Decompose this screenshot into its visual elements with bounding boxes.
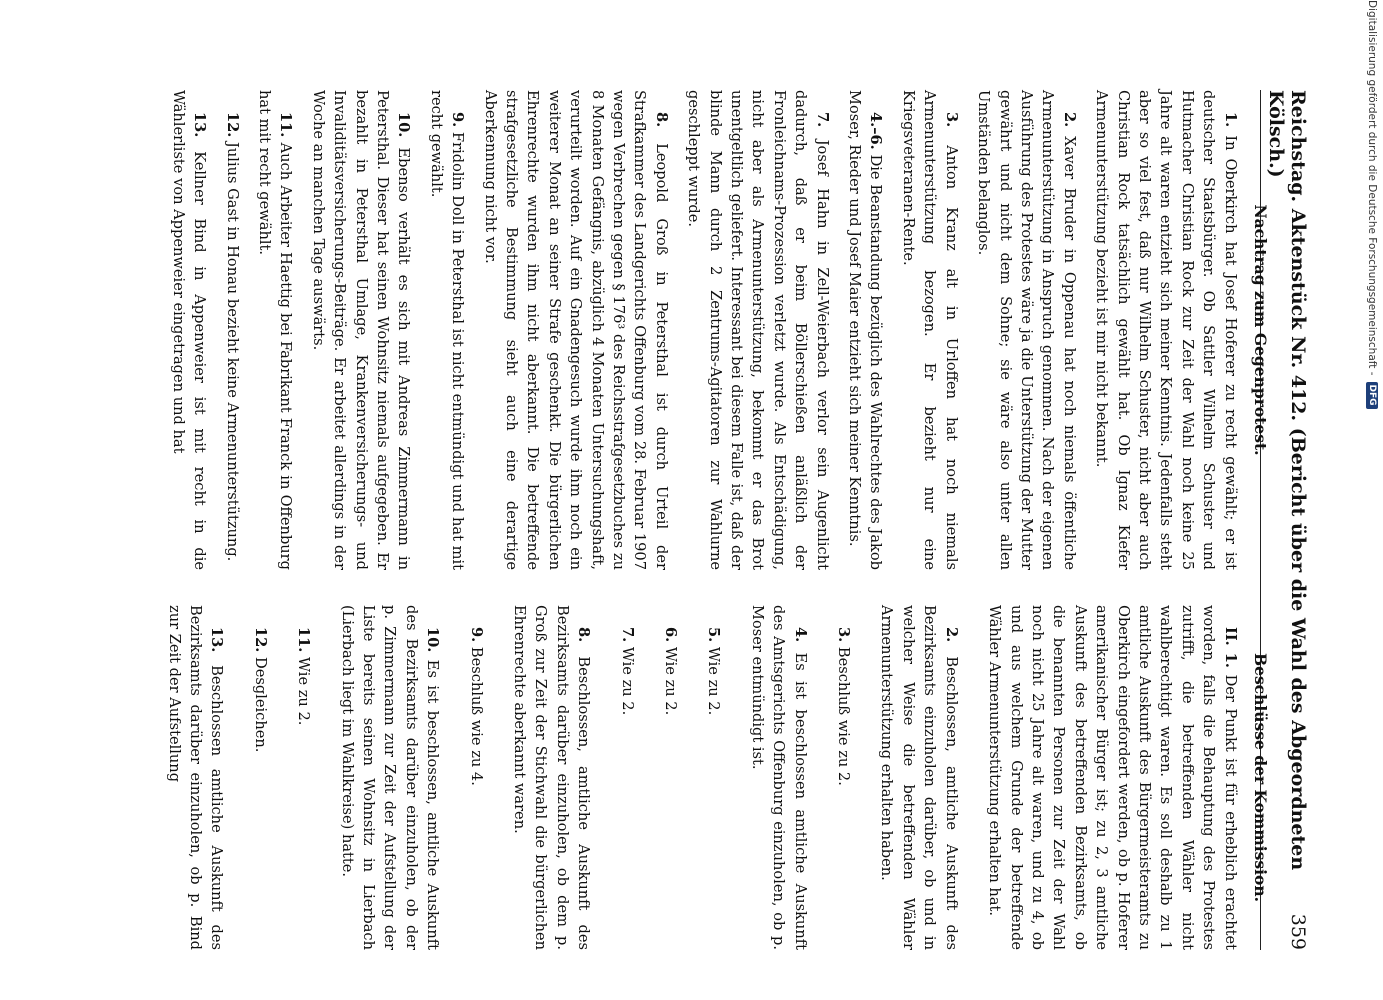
right-item-text: Desgleichen. <box>251 657 269 753</box>
right-item <box>163 605 227 950</box>
left-item <box>167 90 210 570</box>
left-item-number: 8. <box>652 112 670 128</box>
right-item-number: 12. <box>251 627 269 653</box>
right-item-text: Beschluß wie zu 4. <box>467 646 485 786</box>
left-item-number: 12. <box>223 112 241 138</box>
right-item-number: 9. <box>467 627 485 643</box>
left-item <box>254 90 297 570</box>
left-item-number: 9. <box>449 112 467 128</box>
right-item-number: 13. <box>208 627 226 653</box>
left-item <box>425 90 468 570</box>
right-item <box>465 605 486 950</box>
left-item <box>844 90 887 570</box>
left-item-number: 1. <box>1221 112 1239 128</box>
page-number: 359 <box>1287 913 1309 950</box>
left-item-number: 13. <box>191 112 209 138</box>
left-item-number: 10. <box>395 112 413 138</box>
left-item-text: Fridolin Doll in Petersthal ist nicht entmündigt und hat mit recht gewählt. <box>427 90 467 571</box>
right-item-text: Wie zu 2. <box>295 657 313 726</box>
right-item <box>249 605 270 950</box>
right-item-list <box>163 605 1240 950</box>
left-item-number: 3. <box>942 112 960 128</box>
dfg-logo-icon: DFG <box>1366 382 1378 409</box>
left-item-text: Xaver Bruder in Oppenau hat noch niemals öffentliche Armenunterstützung in Anspruch genommen. Nach der eigenen Ausführung des Protestes wäre ja die Unterstützung der Mutter gewährt und nicht dem Sohne; sie wäre also unter allen Umständen belanglos. <box>975 90 1078 571</box>
right-item-number: 5. <box>705 627 723 643</box>
right-item <box>984 605 1241 950</box>
right-item <box>293 605 314 950</box>
left-item-number: 7. <box>813 112 831 128</box>
right-item-number: II. 1. <box>1221 627 1239 668</box>
left-item <box>683 90 833 570</box>
right-item-number: 2. <box>942 627 960 643</box>
left-item-number: 2. <box>1060 112 1078 128</box>
right-item-text: Wie zu 2. <box>662 646 680 716</box>
right-item-text: Beschluß wie zu 2. <box>835 646 853 786</box>
right-item-number: 6. <box>662 627 680 643</box>
right-item-text: Es ist beschlossen, amtliche Auskunft des Bezirksamts darüber einzuholen, ob der p. Zimmermann zur Zeit der Aufstellung der Liste bereits seinen Wohnsitz in Lierbach (Lierbach liegt im Wahlkreise) hatte. <box>338 605 442 950</box>
right-item-text: Beschlossen, amtliche Auskunft des Bezirksamts darüber einzuholen, ob dem p. Groß zur Zeit der Stichwahl die bürgerlichen Ehrenrechte aberkannt waren. <box>511 605 593 951</box>
right-item-number: 3. <box>835 627 853 643</box>
right-item-text: Wie zu 2. <box>705 646 723 716</box>
right-item <box>616 605 637 950</box>
right-item-number: 10. <box>424 627 442 653</box>
right-item-number: 11. <box>295 627 313 653</box>
left-item <box>479 90 672 570</box>
right-item-number: 8. <box>575 627 593 643</box>
digitization-credit <box>1366 0 1378 1000</box>
left-item <box>898 90 962 570</box>
left-item-text: Leopold Groß in Petersthal ist durch Urteil der Strafkammer des Landgerichts Offenburg vom 28. Februar 1907 wegen Verbrechen gegen § 176³ des Reichsstrafgesetzbuches zu 8 Monaten Gefängnis, abzüglich 4 Monaten Untersuchungshaft, verurteilt worden. Auf ein Gnadengesuch wurde ihm noch ein weiterer Monat an seiner Strafe geschenkt. Die bürgerlichen Ehrenrechte wurden ihm nicht aberkannt. Die betreffende strafgesetzliche Bestimmung sieht auch eine derartige Aberkennung nicht vor. <box>481 90 670 570</box>
right-column <box>141 605 1271 950</box>
left-item-text: In Oberkirch hat Josef Hoferer zu recht gewählt; er ist deutscher Staatsbürger. Ob Sattler Wilhelm Schuster und Hutmacher Christian Rock zur Zeit der Wahl noch keine 25 Jahre alt waren entzieht sich meiner Kenntnis. Jedenfalls steht aber so viel fest, daß nur Wilhelm Schuster, nicht aber auch Christian Rock tatsächlich gewählt hat. Ob Ignaz Kiefer Armenunterstützung bezieht ist mir nicht bekannt. <box>1093 90 1239 571</box>
left-item-text: Auch Arbeiter Haettig bei Fabrikant Franck in Offenburg hat mit recht gewählt. <box>255 90 295 570</box>
credit-text: Digitalisierung gefördert durch die Deutsche Forschungsgemeinschaft - <box>1366 0 1378 376</box>
right-item-text: Es ist beschlossen amtliche Auskunft des Amtsgerichts Offenburg einzuholen, ob p. Moser entmündigt ist. <box>748 605 809 950</box>
left-item-text: Kellner Bind in Appenweier ist mit recht in die Wählerliste von Appenweier eingetragen und hat <box>169 90 209 570</box>
right-column-heading: Beschlüsse der Kommission. <box>1251 652 1270 903</box>
right-item <box>660 605 681 950</box>
right-item <box>876 605 962 950</box>
right-item <box>833 605 854 950</box>
left-item <box>307 90 414 570</box>
left-item-text: Julius Gast in Honau bezieht keine Armenunterstützung. <box>223 142 241 562</box>
right-item-text: Der Punkt ist für erheblich erachtet worden, falls die Behauptung des Protestes zutrifft, die betreffenden Wähler nicht wahlberechtigt waren. Es soll deshalb zu 1 amtliche Auskunft des Bürgermeisteramts zu Oberkirch eingefordert werden, ob p. Hoferer amerikanischer Bürger ist; zu 2, 3 amtliche Auskunft des betreffenden Bezirksamts, ob die benannten Personen zur Zeit der Wahl noch nicht 25 Jahre alt waren, und zu 4, ob und aus welchem Grunde der betreffende Wähler Armenunterstützung erhalten hat. <box>986 605 1239 950</box>
left-item-text: Die Beanstandung bezüglich des Wahlrechtes des Jakob Moser, Rieder und Josef Maier entzieht sich meiner Kenntnis. <box>846 90 885 571</box>
right-item-number: 7. <box>618 627 636 643</box>
right-item-text: Wie zu 2. <box>618 646 636 716</box>
left-item-list <box>167 90 1240 570</box>
left-item-text: Anton Kranz alt in Urloffen hat noch niemals Armenunterstützung bezogen. Er bezieht nur eine Kriegsveteranen-Rente. <box>899 90 960 571</box>
left-item-number: 4.–6. <box>867 112 885 150</box>
left-item <box>973 90 1080 570</box>
right-item-text: Beschlossen, amtliche Auskunft des Bezirksamts einzuholen darüber, ob und in welcher Weise die betreffenden Wähler Armenunterstützung erhalten haben. <box>878 605 960 951</box>
left-column-heading: Nachtrag zum Gegenprotest. <box>1251 204 1270 456</box>
left-item-number: 11. <box>277 112 295 138</box>
right-item <box>703 605 724 950</box>
right-item <box>336 605 443 950</box>
right-item-text: Beschlossen amtliche Auskunft des Bezirksamts darüber einzuholen, ob p. Bind zur Zeit der Aufstellung <box>165 605 226 951</box>
right-item <box>746 605 810 950</box>
left-column <box>156 90 1271 570</box>
left-item <box>1091 90 1241 570</box>
right-item <box>509 605 595 950</box>
page-title: Reichstag. Aktenstück Nr. 412. (Bericht über die Wahl des Abgeordneten Kölsch.) <box>1265 90 1309 871</box>
left-item-text: Josef Hahn in Zell-Weierbach verlor sein Augenlicht dadurch, daß er beim Böllerschießen anläßlich der Fronleichnams-Prozession verletzt wurde. Als Entschädigung, nicht aber als Armenunterstützung, bekommt er das Brot unentgeltlich geliefert. Interessant bei diesem Falle ist, daß der blinde Mann durch 2 Zentrums-Agitatoren zur Wahlurne geschleppt wurde. <box>685 90 831 570</box>
left-item <box>221 90 242 570</box>
left-item-text: Ebenso verhält es sich mit Andreas Zimmermann in Petersthal. Dieser hat seinen Wohnsitz niemals aufgegeben. Er bezahlt in Petersthal Umlage, Krankenversicherungs- und Invaliditätsversicherungs-Beiträge. Er arbeitet allerdings in der Woche an manchen Tage auswärts. <box>309 90 413 571</box>
right-item-number: 4. <box>791 627 809 643</box>
